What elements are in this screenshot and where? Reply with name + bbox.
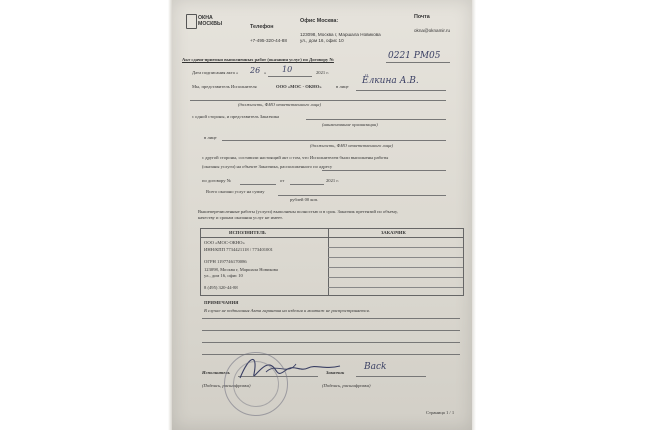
executor-fio-line xyxy=(190,100,446,101)
contract-number-line xyxy=(386,62,450,63)
page-number: Страница 1 / 1 xyxy=(426,410,455,415)
caption-org: (наименование организации) xyxy=(322,122,378,127)
notes-line-2 xyxy=(202,330,460,331)
date-month-handwritten: 10 xyxy=(282,65,293,74)
email-value: okna@oknamir.ru xyxy=(414,28,451,33)
contract-ref-prefix: по договору № xyxy=(202,178,232,183)
customer-org-line xyxy=(306,119,446,120)
works-address-prefix: (оказаны услуги) на объекте Заказчика, расположенного по адресу xyxy=(202,164,333,169)
executor-in-person-of: в лице xyxy=(336,84,349,89)
executor-company: ООО «МОС - ОКНО» xyxy=(276,84,322,89)
notes-line-1 xyxy=(202,318,460,319)
date-month-line xyxy=(268,76,312,77)
customer-sign-caption: (Подпись, расшифровка) xyxy=(322,383,371,388)
logo-line-1: ОКНА xyxy=(198,15,213,21)
date-mid: » xyxy=(264,70,267,75)
address-line xyxy=(322,170,446,171)
company-stamp xyxy=(224,352,288,416)
window-icon xyxy=(186,14,197,29)
notes-label: ПРИМЕЧАНИЯ xyxy=(204,300,239,305)
executor-address-2: ул., дом 16, офис 10 xyxy=(204,273,243,278)
works-statement: с другой стороны, составили настоящий акт о том, что Исполнителем были выполнены работы xyxy=(202,155,389,160)
email-label: Почта xyxy=(414,14,430,20)
notes-text: В случае не подписания Акта гарантия на изделия и монтаж не распространяется. xyxy=(204,308,370,313)
executor-address-1: 123098, Москва г, Маршала Новикова xyxy=(204,267,278,272)
total-sum-label: Всего оказано услуг на сумму xyxy=(206,189,265,194)
notes-line-3 xyxy=(202,342,460,343)
customer-sign-line xyxy=(356,376,426,377)
contract-ref-year: 2021 г. xyxy=(326,178,339,183)
customer-header: ЗАКАЗЧИК xyxy=(381,230,406,235)
contract-ref-from: от xyxy=(280,178,285,183)
executor-name-line xyxy=(356,90,446,91)
executor-phone: 8 (495) 320-44-88 xyxy=(204,285,238,290)
executor-rep-prefix: Мы, представитель Исполнителя xyxy=(192,84,257,89)
total-sum-line xyxy=(278,195,446,196)
contract-date-line xyxy=(290,184,324,185)
executor-sign-caption: (Подпись, расшифровка) xyxy=(202,383,251,388)
contract-ref-line xyxy=(240,184,276,185)
date-prefix: Дата подписания акта « xyxy=(192,70,239,75)
customer-in-person-of: в лице xyxy=(204,135,217,140)
executor-sign-label: Исполнитель xyxy=(202,370,230,375)
executor-inn: ИНН/КПП 7734421118 / 773401001 xyxy=(204,247,273,252)
caption-fio-2: (должность, ФИО ответственного лица) xyxy=(310,143,393,148)
no-claims-line-1: Вышеперечисленные работы (услуги) выполнены полностью и в срок. Заказчик претензий по объему, xyxy=(198,209,398,214)
executor-name-handwritten: Ёлкина А.В. xyxy=(362,76,419,86)
document-title: Акт сдачи-приемки выполненных работ (оказания услуг) по Договору № xyxy=(182,57,334,62)
customer-fio-line xyxy=(222,140,446,141)
phone-label: Телефон xyxy=(250,24,274,30)
office-line-1: 123098, Москва г, Маршала Новикова xyxy=(300,32,381,37)
office-label: Офис Москва: xyxy=(300,18,339,24)
executor-header: ИСПОЛНИТЕЛЬ xyxy=(229,230,266,235)
requisites-table xyxy=(200,228,464,296)
phone-value: +7-495-320-44-88 xyxy=(250,38,287,43)
caption-fio: (должность, ФИО ответственного лица) xyxy=(238,102,321,107)
customer-signature-handwritten: Back xyxy=(364,362,387,372)
no-claims-line-2: качеству и срокам оказания услуг не имеет. xyxy=(198,215,283,220)
date-year: 2021 г. xyxy=(316,70,329,75)
company-logo xyxy=(186,14,222,28)
document-sheet xyxy=(172,0,472,430)
executor-name: ООО «МОС-ОКНО» xyxy=(204,240,245,245)
contract-number-handwritten: 0221 РМ05 xyxy=(388,51,441,61)
customer-sign-label: Заказчик xyxy=(326,370,345,375)
customer-rep-prefix: с одной стороны, и представитель Заказчика xyxy=(192,114,280,119)
date-day-handwritten: 26 xyxy=(250,66,261,75)
office-line-2: ул., дом 16, офис 10 xyxy=(300,38,344,43)
logo-line-2: МОСКВЫ xyxy=(198,21,223,27)
total-rubles: рублей 00 коп. xyxy=(290,197,319,202)
executor-ogrn: ОГРН 1197746170086 xyxy=(204,259,247,264)
